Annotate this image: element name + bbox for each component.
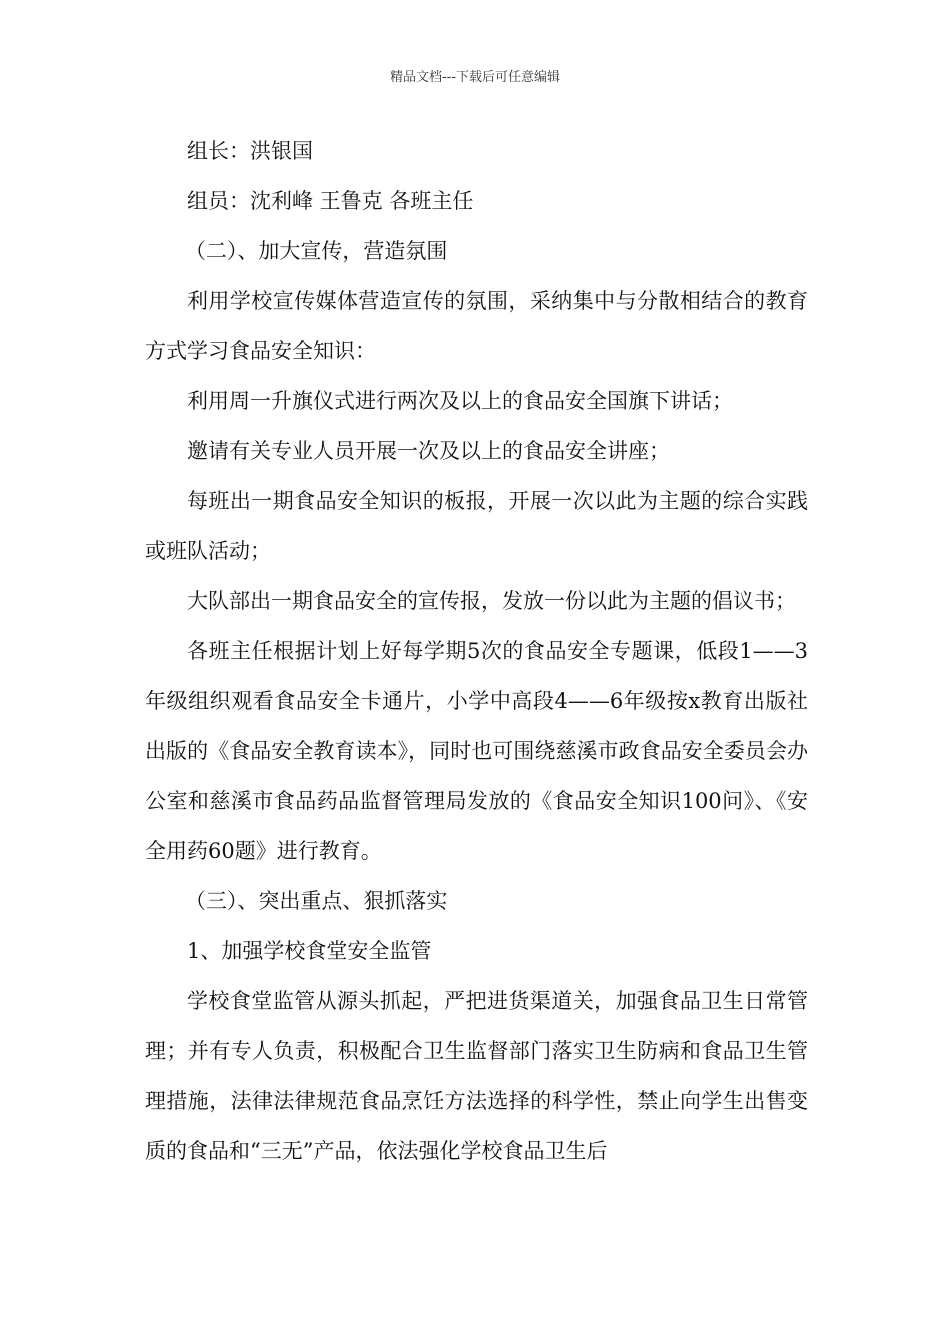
paragraph-blackboard: 每班出一期食品安全知识的板报，开展一次以此为主题的综合实践或班队活动； [145, 489, 808, 563]
paragraph-lecture: 邀请有关专业人员开展一次及以上的食品安全讲座； [187, 439, 670, 463]
subheading-canteen: 1、加强学校食堂安全监管 [187, 939, 432, 963]
paragraph-class-lessons: 各班主任根据计划上好每学期5次的食品安全专题课，低段1——3年级组织观看食品安全卡通片，小学中高段4——6年级按x教育出版社出版的《食品安全教育读本》，同时也可围绕慈溪市政食品安全委员会办公室和慈溪市食品药品监督管理局发放的《食品安全知识100问》、《安全用药60题》进行教育。 [145, 639, 808, 863]
paragraph-canteen-supervision: 学校食堂监管从源头抓起，严把进货渠道关，加强食品卫生日常管理；并有专人负责，积极配合卫生监督部门落实卫生防病和食品卫生管理措施，法律法律规范食品烹饪方法选择的科学性，禁止向学生出售变质的食品和“三无”产品，依法强化学校食品卫生后 [145, 989, 808, 1163]
paragraph-flag-ceremony: 利用周一升旗仪式进行两次及以上的食品安全国旗下讲话； [187, 389, 733, 413]
paragraph-media-publicity: 利用学校宣传媒体营造宣传的氛围，采纳集中与分散相结合的教育方式学习食品安全知识： [145, 289, 808, 363]
document-body [145, 126, 808, 1176]
paragraph-team-leader: 组长：洪银国 [187, 139, 313, 163]
paragraph-team-members: 组员：沈利峰 王鲁克 各班主任 [187, 189, 474, 213]
page-header: 精品文档---下载后可任意编辑 [389, 70, 561, 85]
section-heading-2: （二）、加大宣传，营造氛围 [184, 239, 448, 263]
paragraph-brigade-poster: 大队部出一期食品安全的宣传报，发放一份以此为主题的倡议书； [187, 589, 796, 613]
section-heading-3: （三）、突出重点、狠抓落实 [184, 889, 448, 913]
